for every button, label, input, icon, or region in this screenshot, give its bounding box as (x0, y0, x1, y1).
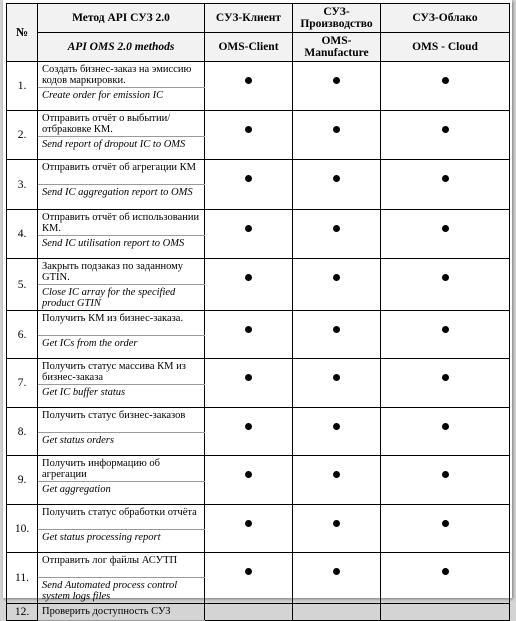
support-cell-cloud (381, 311, 510, 359)
bullet-icon (333, 126, 340, 133)
method-name-en: Get IC buffer status (38, 385, 205, 408)
bullet-icon (442, 274, 449, 281)
method-name-en: Send Automated process control system logs files (38, 578, 205, 604)
method-name-ru: Получить статус обработки отчёта (38, 505, 205, 530)
support-cell-client (205, 359, 293, 408)
bullet-icon (442, 175, 449, 182)
support-cell-manufacture (293, 259, 381, 311)
table-row (7, 210, 510, 236)
header-num: № (7, 4, 38, 62)
support-cell-cloud (381, 259, 510, 311)
bullet-icon (442, 374, 449, 381)
header-row-ru (7, 4, 510, 33)
row-number: 9. (7, 456, 38, 505)
row-number: 2. (7, 111, 38, 160)
bullet-icon (245, 77, 252, 84)
api-methods-table (6, 3, 510, 621)
support-cell-manufacture (293, 62, 381, 111)
method-name-en: Close IC array for the specified product GTIN (38, 285, 205, 311)
support-cell-cloud (381, 408, 510, 456)
row-number: 3. (7, 160, 38, 210)
support-cell-client (205, 604, 293, 621)
row-number: 4. (7, 210, 38, 259)
support-cell-client (205, 111, 293, 160)
bullet-icon (333, 77, 340, 84)
header-method-en: API OMS 2.0 methods (38, 33, 205, 62)
support-cell-client (205, 210, 293, 259)
support-cell-cloud (381, 456, 510, 505)
support-cell-cloud (381, 359, 510, 408)
support-cell-manufacture (293, 210, 381, 259)
bullet-icon (333, 423, 340, 430)
bullet-icon (245, 568, 252, 575)
method-name-en: Send report of dropout IC to OMS (38, 137, 205, 160)
bullet-icon (442, 568, 449, 575)
support-cell-manufacture (293, 160, 381, 210)
support-cell-client (205, 505, 293, 553)
support-cell-manufacture (293, 553, 381, 604)
support-cell-manufacture (293, 359, 381, 408)
table-row (7, 311, 510, 336)
bullet-icon (245, 326, 252, 333)
method-name-ru: Проверить доступность СУЗ (38, 604, 205, 621)
support-cell-client (205, 408, 293, 456)
method-name-ru: Получить информацию об агрегации (38, 456, 205, 482)
bullet-icon (333, 520, 340, 527)
method-name-ru: Создать бизнес-заказ на эмиссию кодов маркировки. (38, 62, 205, 88)
document-page (3, 0, 512, 618)
support-cell-manufacture (293, 604, 381, 621)
header-manufacture-ru: СУЗ-Производство (293, 4, 381, 33)
table-row (7, 259, 510, 285)
bullet-icon (442, 423, 449, 430)
bullet-icon (245, 225, 252, 232)
support-cell-client (205, 259, 293, 311)
table-row (7, 62, 510, 88)
table-row (7, 359, 510, 385)
row-number: 6. (7, 311, 38, 359)
support-cell-client (205, 553, 293, 604)
method-name-ru: Получить КМ из бизнес-заказа. (38, 311, 205, 336)
bullet-icon (245, 175, 252, 182)
header-cloud-en: OMS - Cloud (381, 33, 510, 62)
row-number: 12. (7, 604, 38, 621)
method-name-ru: Отправить отчёт об агрегации КМ (38, 160, 205, 185)
support-cell-cloud (381, 160, 510, 210)
bullet-icon (333, 175, 340, 182)
support-cell-cloud (381, 111, 510, 160)
method-name-ru: Отправить отчёт об использовании КМ. (38, 210, 205, 236)
table-row (7, 505, 510, 530)
row-number: 1. (7, 62, 38, 111)
bullet-icon (333, 471, 340, 478)
support-cell-manufacture (293, 311, 381, 359)
header-manufacture-en: OMS-Manufacture (293, 33, 381, 62)
support-cell-client (205, 311, 293, 359)
method-name-ru: Отправить лог файлы АСУТП (38, 553, 205, 578)
method-name-ru: Закрыть подзаказ по заданному GTIN. (38, 259, 205, 285)
support-cell-cloud (381, 210, 510, 259)
bullet-icon (442, 326, 449, 333)
support-cell-client (205, 62, 293, 111)
row-number: 11. (7, 553, 38, 604)
table-row (7, 408, 510, 433)
support-cell-manufacture (293, 111, 381, 160)
method-name-en: Send IC utilisation report to OMS (38, 236, 205, 259)
table-row (7, 604, 510, 621)
method-name-ru: Получить статус бизнес-заказов (38, 408, 205, 433)
bullet-icon (245, 471, 252, 478)
method-name-en: Get ICs from the order (38, 336, 205, 359)
bullet-icon (333, 274, 340, 281)
support-cell-client (205, 160, 293, 210)
table-row (7, 456, 510, 482)
table-row (7, 553, 510, 578)
method-name-en: Send IC aggregation report to OMS (38, 185, 205, 210)
header-client-ru: СУЗ-Клиент (205, 4, 293, 33)
bullet-icon (442, 225, 449, 232)
bullet-icon (442, 126, 449, 133)
bullet-icon (333, 568, 340, 575)
bullet-icon (245, 126, 252, 133)
support-cell-cloud (381, 62, 510, 111)
bullet-icon (245, 274, 252, 281)
bullet-icon (442, 77, 449, 84)
support-cell-cloud (381, 553, 510, 604)
bullet-icon (442, 471, 449, 478)
bullet-icon (333, 225, 340, 232)
method-name-en: Get aggregation (38, 482, 205, 505)
method-name-ru: Отправить отчёт о выбытии/отбраковке КМ. (38, 111, 205, 137)
bullet-icon (333, 326, 340, 333)
row-number: 8. (7, 408, 38, 456)
bullet-icon (245, 374, 252, 381)
header-client-en: OMS-Client (205, 33, 293, 62)
support-cell-cloud (381, 505, 510, 553)
table-row (7, 160, 510, 185)
header-row-en (7, 33, 510, 62)
support-cell-manufacture (293, 505, 381, 553)
support-cell-client (205, 456, 293, 505)
support-cell-manufacture (293, 456, 381, 505)
bullet-icon (245, 520, 252, 527)
method-name-en: Get status processing report (38, 530, 205, 553)
method-name-en: Create order for emission IC (38, 88, 205, 111)
bullet-icon (333, 374, 340, 381)
bullet-icon (442, 520, 449, 527)
support-cell-manufacture (293, 408, 381, 456)
bullet-icon (245, 423, 252, 430)
method-name-en: Get status orders (38, 433, 205, 456)
header-method-ru: Метод API СУЗ 2.0 (38, 4, 205, 33)
row-number: 10. (7, 505, 38, 553)
support-cell-cloud (381, 604, 510, 621)
row-number: 7. (7, 359, 38, 408)
header-cloud-ru: СУЗ-Облако (381, 4, 510, 33)
table-row (7, 111, 510, 137)
method-name-ru: Получить статус массива КМ из бизнес-заказа (38, 359, 205, 385)
row-number: 5. (7, 259, 38, 311)
